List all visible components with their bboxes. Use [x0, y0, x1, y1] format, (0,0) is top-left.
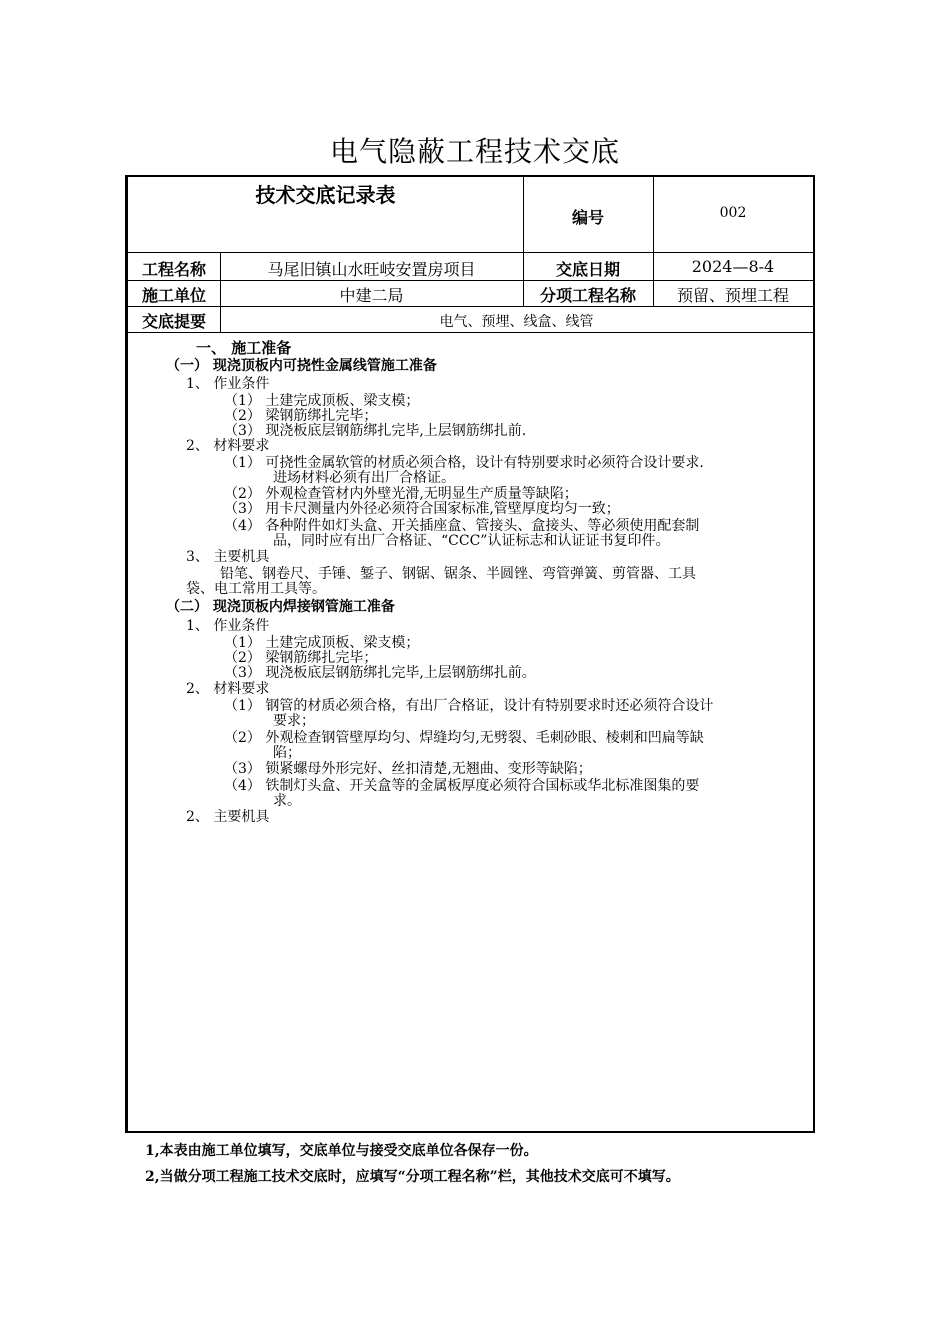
part-heading: （一） 现浇顶板内可挠性金属线管施工准备: [166, 358, 437, 374]
record-table: [125, 175, 815, 1133]
number-value: 002: [719, 205, 747, 221]
list-item: （3） 现浇板底层钢筋绑扎完毕,上层钢筋绑扎前.: [224, 423, 527, 439]
list-item: （3） 用卡尺测量内外径必须符合国家标准,管壁厚度均匀一致；: [224, 501, 620, 517]
list-item: （4） 铁制灯头盒、开关盒等的金属板厚度必须符合国标或华北标准图集的要: [224, 778, 700, 794]
document-title: 电气隐蔽工程技术交底: [329, 135, 620, 168]
list-item: （3） 现浇板底层钢筋绑扎完毕,上层钢筋绑扎前。: [224, 665, 536, 681]
project-label: 工程名称: [141, 260, 206, 279]
project-value: 马尾旧镇山水旺岐安置房项目: [267, 260, 476, 279]
record-title: 技术交底记录表: [255, 183, 396, 207]
summary-value: 电气、预埋、线盒、线管: [439, 314, 594, 330]
list-item: （2） 外观检查钢管壁厚均匀、焊缝均匀,无劈裂、毛刺砂眼、棱刺和凹扁等缺: [224, 730, 704, 746]
list-item: （2） 梁钢筋绑扎完毕；: [224, 408, 378, 424]
list-item: （3） 锁紧螺母外形完好、丝扣清楚,无翘曲、变形等缺陷；: [224, 761, 592, 777]
list-item: （2） 外观检查管材内外壁光滑,无明显生产质量等缺陷；: [224, 486, 578, 502]
summary-label: 交底提要: [141, 312, 206, 331]
row-divider: [128, 252, 813, 253]
unit-value: 中建二局: [339, 286, 404, 305]
list-item-cont: 品，同时应有出厂合格证、“CCC”认证标志和认证证书复印件。: [273, 533, 670, 549]
item-heading: 2、 材料要求: [186, 681, 270, 697]
list-item-cont: 求。: [273, 793, 301, 809]
item-heading: 1、 作业条件: [186, 376, 270, 392]
item-heading: 2、 材料要求: [186, 438, 270, 454]
list-item: （1） 土建完成顶板、梁支模；: [224, 393, 420, 409]
row-divider: [128, 306, 813, 307]
unit-label: 施工单位: [141, 286, 206, 305]
row-divider: [128, 332, 813, 333]
list-item: （1） 土建完成顶板、梁支模；: [224, 635, 420, 651]
list-item-cont: 陷；: [273, 745, 301, 761]
paragraph: 铅笔、钢卷尺、手锤、錾子、钢锯、锯条、半圆锉、弯管弹簧、剪管器、工具: [220, 566, 696, 582]
footnote-2: 2,当做分项工程施工技术交底时，应填写“分项工程名称”栏，其他技术交底可不填写。: [145, 1169, 680, 1185]
subproject-label: 分项工程名称: [539, 286, 636, 305]
date-value: 2024—8-4: [691, 257, 775, 276]
number-label: 编号: [571, 208, 604, 227]
list-item: （2） 梁钢筋绑扎完毕；: [224, 650, 378, 666]
list-item: （1） 可挠性金属软管的材质必须合格，设计有特别要求时必须符合设计要求.: [224, 455, 704, 471]
list-item-cont: 进场材料必须有出厂合格证。: [273, 470, 455, 486]
list-item: （4） 各种附件如灯头盒、开关插座盒、管接头、盒接头、等必须使用配套制: [224, 518, 700, 534]
list-item: （1） 钢管的材质必须合格，有出厂合格证，设计有特别要求时还必须符合设计: [224, 698, 714, 714]
section-heading: 一、 施工准备: [196, 339, 292, 357]
part-heading: （二） 现浇顶板内焊接钢管施工准备: [166, 599, 395, 615]
item-heading: 1、 作业条件: [186, 618, 270, 634]
date-label: 交底日期: [555, 260, 620, 279]
item-heading: 3、 主要机具: [186, 549, 270, 565]
row-divider: [128, 280, 813, 281]
footnote-1: 1,本表由施工单位填写，交底单位与接受交底单位各保存一份。: [145, 1143, 538, 1159]
paragraph-cont: 袋、电工常用工具等。: [186, 581, 326, 597]
list-item-cont: 要求；: [273, 713, 315, 729]
item-heading: 2、 主要机具: [186, 809, 270, 825]
subproject-value: 预留、预埋工程: [676, 286, 789, 305]
